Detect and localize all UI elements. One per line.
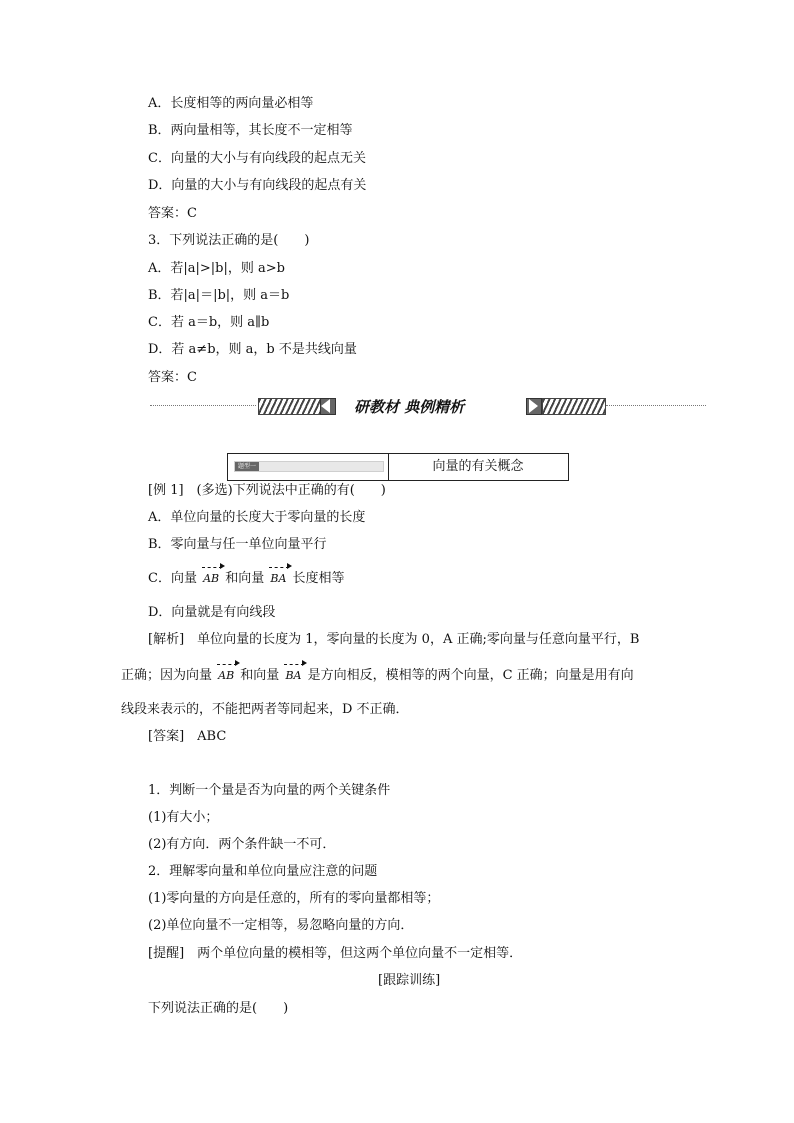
option-b: B．若|a|＝|b|，则 a＝b [148, 288, 290, 303]
analysis-mid: 和向量 [236, 668, 284, 683]
arrow-left-icon [321, 399, 330, 413]
vector-ab: AB [201, 570, 221, 588]
answer-text: [答案] ABC [148, 729, 227, 744]
summary-point: 1．判断一个量是否为向量的两个关键条件 [148, 783, 391, 798]
followup-heading: [跟踪训练] [378, 973, 441, 988]
analysis-line: 线段来表示的，不能把两者等同起来，D 不正确． [121, 702, 409, 717]
option-a: A．长度相等的两向量必相等 [148, 96, 314, 111]
vector-ba: BA [283, 667, 303, 685]
summary-point: 2．理解零向量和单位向量应注意的问题 [148, 864, 378, 879]
section-banner [150, 395, 706, 417]
question-stem: 下列说法正确的是( ) [148, 1001, 289, 1016]
tip-text: [提醒] 两个单位向量的模相等，但这两个单位向量不一定相等． [148, 946, 523, 961]
analysis-suffix: 是方向相反，模相等的两个向量，C 正确；向量是用有向 [303, 668, 634, 683]
arrow-right-icon [529, 399, 538, 413]
answer-text: 答案：C [148, 370, 197, 385]
question-stem: 3．下列说法正确的是( ) [148, 233, 310, 248]
section-header [227, 453, 569, 481]
banner-divider-left [150, 405, 256, 406]
analysis-line: [解析] 单位向量的长度为 1，零向量的长度为 0，A 正确;零向量与任意向量平行，B [148, 632, 640, 647]
option-b: B．零向量与任一单位向量平行 [148, 537, 327, 552]
summary-subpoint: (1)零向量的方向是任意的，所有的零向量都相等； [148, 891, 440, 906]
summary-subpoint: (2)单位向量不一定相等，易忽略向量的方向． [148, 918, 414, 933]
vector-ba: BA [268, 570, 288, 588]
option-a: A．若|a|>|b|，则 a>b [148, 261, 285, 276]
answer-text: 答案：C [148, 206, 197, 221]
summary-subpoint: (2)有方向．两个条件缺一不可． [148, 837, 336, 852]
section-title: 向量的有关概念 [432, 459, 524, 474]
option-c-prefix: C．向量 [148, 571, 202, 586]
analysis-prefix: 正确；因为向量 [121, 668, 217, 683]
option-d: D．向量的大小与有向线段的起点有关 [148, 178, 367, 193]
banner-title: 研教材 典例精析 [354, 398, 465, 416]
option-c: C．向量的大小与有向线段的起点无关 [148, 151, 366, 166]
vector-ab: AB [216, 667, 236, 685]
banner-divider-right [606, 405, 706, 406]
option-d: D．向量就是有向线段 [148, 605, 276, 620]
option-c-suffix: 长度相等 [288, 571, 345, 586]
option-c [148, 570, 345, 588]
summary-subpoint: (1)有大小； [148, 810, 219, 825]
example-stem: [例 1] (多选)下列说法中正确的有( ) [148, 483, 386, 498]
option-b: B．两向量相等，其长度不一定相等 [148, 123, 353, 138]
option-a: A．单位向量的长度大于零向量的长度 [148, 510, 366, 525]
option-c: C．若 a＝b，则 a∥b [148, 315, 270, 330]
banner-stripes-right [542, 398, 606, 415]
banner-stripes-left [258, 398, 322, 415]
option-c-mid: 和向量 [221, 571, 269, 586]
section-tag: 题型一 [235, 462, 259, 471]
analysis-line [121, 667, 634, 685]
option-d: D．若 a≠b，则 a，b 不是共线向量 [148, 342, 357, 357]
